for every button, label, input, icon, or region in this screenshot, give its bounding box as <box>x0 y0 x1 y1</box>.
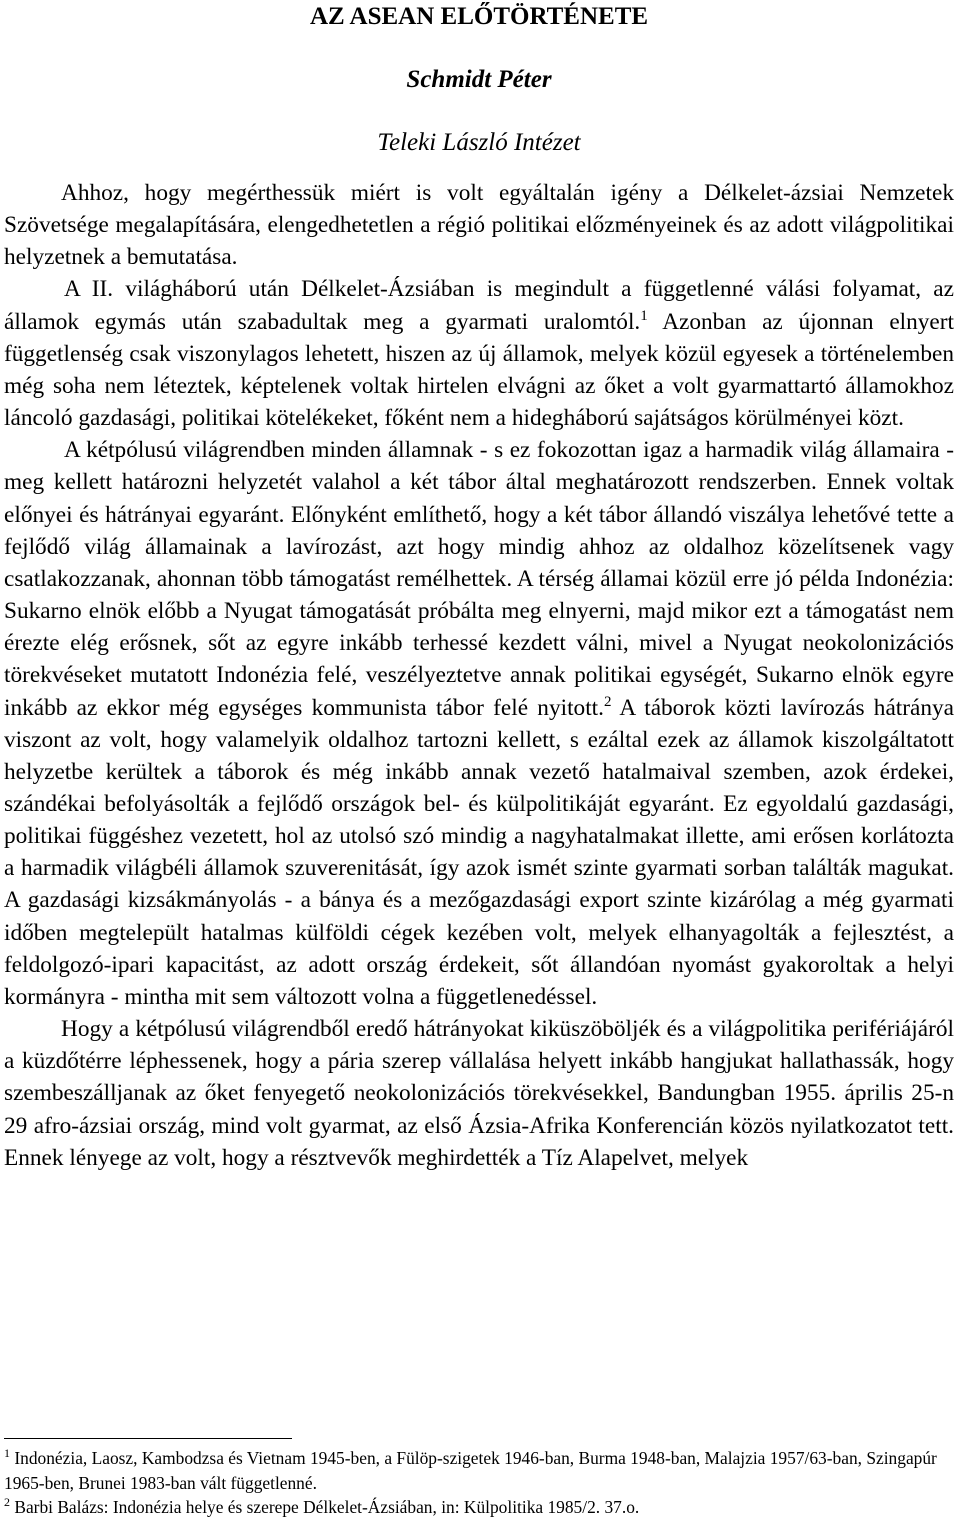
footnote-1-number: 1 <box>4 1446 10 1461</box>
footnotes <box>4 1446 954 1520</box>
paragraph-2 <box>4 273 954 434</box>
footnote-2 <box>4 1495 954 1520</box>
footnote-ref-2[interactable]: 2 <box>603 693 612 710</box>
document-body <box>4 177 954 1174</box>
footnote-2-number: 2 <box>4 1495 10 1510</box>
paragraph-2-text-b: Azonban az újonnan elnyert függetlenség csak viszonylagos lehetett, hiszen az új államok, melyek közül egyesek a történelemben még soha nem léteztek, képtelenek voltak hirtelen elvágni az őket a volt gyarmattartó államokhoz láncoló gazdasági, politikai kötelékeket, főként nem a hidegháború sajátságos körülményei közt. <box>4 308 955 432</box>
paragraph-4: Hogy a kétpólusú világrendből eredő hátrányokat kiküszöböljék és a világpolitika perifériájáról a küzdőtérre léphessenek, hogy a pária szerep vállalása helyett inkább hangjukat hallathassák, hogy szembeszálljanak az őket fenyegető neokolonizációs törekvésekkel, Bandungban 1955. április 25-n 29 afro-ázsiai ország, mind volt gyarmat, az első Ázsia-Afrika Konferencián közös nyilatkozatot tett. Ennek lényege az volt, hogy a résztvevők meghirdették a Tíz Alapelvet, melyek <box>4 1016 954 1171</box>
author-name: Schmidt Péter <box>406 66 552 93</box>
paragraph-3 <box>4 434 954 1013</box>
author-affiliation: Teleki László Intézet <box>377 129 581 156</box>
paragraph-1: Ahhoz, hogy megérthessük miért is volt egyáltalán igény a Délkelet-ázsiai Nemzetek Szövetsége megalapítására, elengedhetetlen a régió politikai előzményeinek és az adott világpolitikai helyzetnek a bemutatása. <box>4 180 954 271</box>
footnote-ref-1[interactable]: 1 <box>640 307 648 324</box>
paragraph-3-text-b: A táborok közti lavírozás hátránya viszont az volt, hogy valamelyik oldalhoz tartozni kellett, s ezáltal ezek az államok kiszolgáltatott helyzetbe kerültek a táborok és még inkább annak vezető hatalmaival szemben, azok érdekei, szándékai befolyásolták a fejlődő országok bel- és külpolitikáját egyaránt. Ez egyoldalú gazdasági, politikai függéshez vezetett, hol az utolsó szó mindig a nagyhatalmakat illette, ami erősen korlátozta a harmadik világbéli államok szuverenitását, így azok ismét szinte gyarmati sorban találták magukat. A gazdasági kizsákmányolás - a bánya és a mezőgazdasági export szinte kizárólag a még gyarmati időben megtelepült hatalmas külföldi cégek kezében volt, melyek elhanyagolták a fejlesztést, a feldolgozó-ipari kapacitást, az adott ország érdekeit, sőt állandóan nyomást gyakoroltak a helyi kormányra - mintha mit sem változott volna a függetlenedéssel. <box>4 694 955 1010</box>
footnote-1 <box>4 1446 954 1495</box>
footnote-separator <box>4 1438 292 1439</box>
document-title: AZ ASEAN ELŐTÖRTÉNETE <box>309 3 649 30</box>
paragraph-3-text-a: A kétpólusú világrendben minden államnak - s ez fokozottan igaz a harmadik világ államaira - meg kellett határozni helyzetét valahol a két tábor által meghatározott rendszerben. Ennek voltak előnyei és hátrányai egyaránt. Előnyként említhető, hogy a két tábor állandó viszálya lehetővé tette a fejlődő világ államainak a lavírozást, azt hogy mindig ahhoz az oldalhoz közelítsenek vagy csatlakozzanak, ahonnan több támogatást remélhettek. A térség államai közül erre jó példa Indonézia: Sukarno elnök előbb a Nyugat támogatását próbálta meg elnyerni, majd mikor ezt a támogatást nem érezte elég erősnek, sőt az egyre inkább terhessé kezdett válni, mivel a Nyugat neokolonizációs törekvéseket mutatott Indonézia felé, veszélyeztetve annak politikai egységét, Sukarno elnök egyre inkább az ekkor még egységes kommunista tábor felé nyitott. <box>4 437 954 721</box>
footnote-1-text: Indonézia, Laosz, Kambodzsa és Vietnam 1945-ben, a Fülöp-szigetek 1946-ban, Burma 1948-ban, Malajzia 1957/63-ban, Szingapúr 1965-ben, Brunei 1983-ban vált függetlenné. <box>4 1448 937 1493</box>
footnote-2-text: Barbi Balázs: Indonézia helye és szerepe Délkelet-Ázsiában, in: Külpolitika 1985/2. 37.o. <box>10 1497 640 1518</box>
paragraph-2-text-a: A II. világháború után Délkelet-Ázsiában is megindult a függetlenné válási folyamat, az államok egymás után szabadultak meg a gyarmati uralomtól. <box>4 276 954 335</box>
